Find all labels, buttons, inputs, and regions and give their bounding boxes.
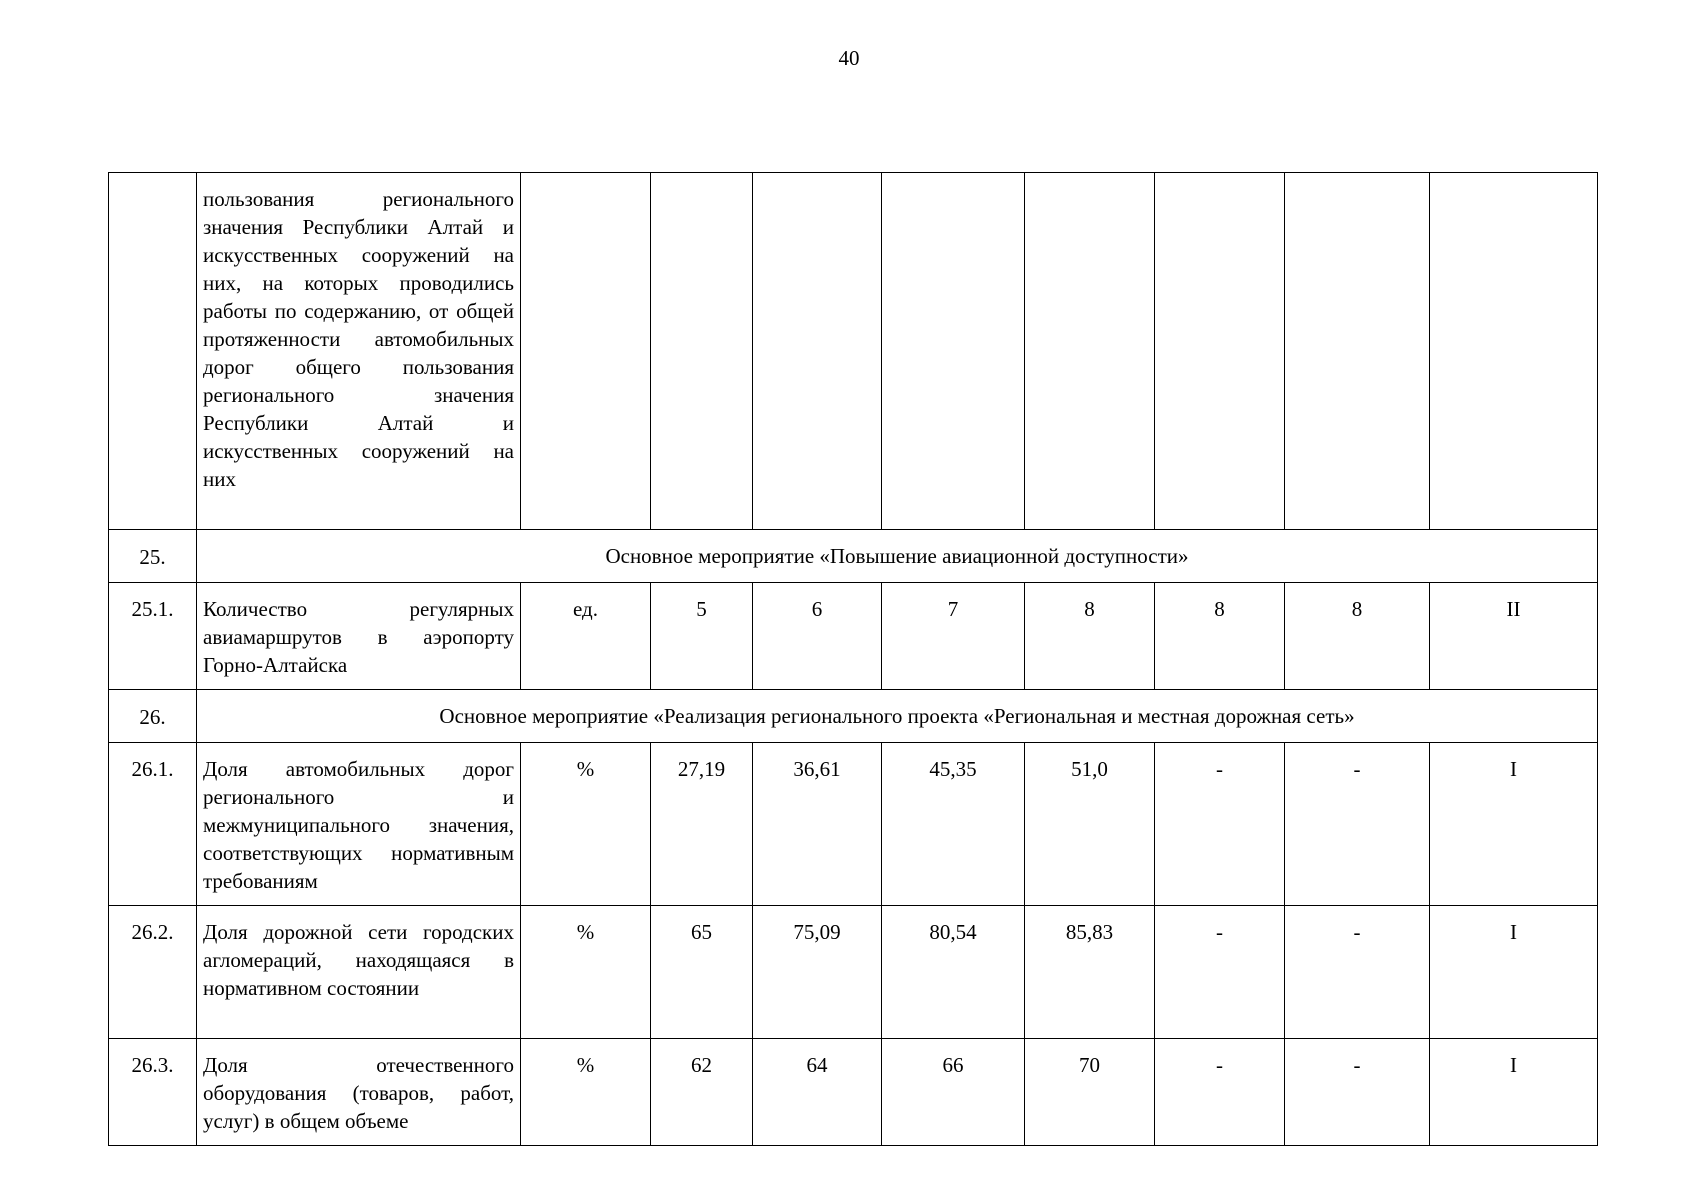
value-cell: - xyxy=(1155,743,1285,906)
value-cell: 7 xyxy=(882,583,1025,690)
value-cell: 62 xyxy=(651,1039,753,1146)
value-cell: 5 xyxy=(651,583,753,690)
unit-cell: % xyxy=(521,1039,651,1146)
value-cell: - xyxy=(1285,743,1430,906)
indicator-name: Количество регулярных авиамаршрутов в аэропорту Горно-Алтайска xyxy=(197,583,521,690)
unit-cell: % xyxy=(521,906,651,1039)
category-cell: I xyxy=(1430,906,1598,1039)
category-cell: II xyxy=(1430,583,1598,690)
indicators-table xyxy=(108,172,1598,1146)
row-number: 25.1. xyxy=(109,583,197,690)
value-cell: 45,35 xyxy=(882,743,1025,906)
value-cell: 36,61 xyxy=(753,743,882,906)
indicator-name: Доля дорожной сети городских агломераций, находящаяся в нормативном состоянии xyxy=(197,906,521,1039)
value-cell: 6 xyxy=(753,583,882,690)
value-cell: 75,09 xyxy=(753,906,882,1039)
table-row xyxy=(109,743,1598,906)
table-row xyxy=(109,583,1598,690)
value-cell: - xyxy=(1285,1039,1430,1146)
table-cell xyxy=(753,173,882,530)
row-number: 26.2. xyxy=(109,906,197,1039)
value-cell: 80,54 xyxy=(882,906,1025,1039)
table-cell xyxy=(1430,173,1598,530)
row-number: 26.3. xyxy=(109,1039,197,1146)
table-cell xyxy=(1155,173,1285,530)
row-number xyxy=(109,173,197,530)
section-row xyxy=(109,530,1598,583)
indicator-name: Доля отечественного оборудования (товаров, работ, услуг) в общем объеме xyxy=(197,1039,521,1146)
value-cell: 66 xyxy=(882,1039,1025,1146)
table-cell xyxy=(1285,173,1430,530)
value-cell: - xyxy=(1155,1039,1285,1146)
value-cell: - xyxy=(1285,906,1430,1039)
indicator-name: Доля автомобильных дорог регионального и межмуниципального значения, соответствующих нормативным требованиям xyxy=(197,743,521,906)
section-row xyxy=(109,690,1598,743)
category-cell: I xyxy=(1430,743,1598,906)
value-cell: 8 xyxy=(1025,583,1155,690)
section-number: 25. xyxy=(109,530,197,583)
section-number: 26. xyxy=(109,690,197,743)
value-cell: 51,0 xyxy=(1025,743,1155,906)
table-cell xyxy=(651,173,753,530)
value-cell: 8 xyxy=(1155,583,1285,690)
section-title: Основное мероприятие «Повышение авиационной доступности» xyxy=(197,530,1598,583)
table-cell xyxy=(1025,173,1155,530)
table-row xyxy=(109,1039,1598,1146)
row-number: 26.1. xyxy=(109,743,197,906)
value-cell: - xyxy=(1155,906,1285,1039)
value-cell: 65 xyxy=(651,906,753,1039)
category-cell: I xyxy=(1430,1039,1598,1146)
value-cell: 8 xyxy=(1285,583,1430,690)
value-cell: 85,83 xyxy=(1025,906,1155,1039)
table-row xyxy=(109,173,1598,530)
value-cell: 70 xyxy=(1025,1039,1155,1146)
unit-cell: ед. xyxy=(521,583,651,690)
table-cell xyxy=(521,173,651,530)
section-title: Основное мероприятие «Реализация регионального проекта «Региональная и местная дорожная сеть» xyxy=(197,690,1598,743)
indicator-name: пользования регионального значения Республики Алтай и искусственных сооружений на них, на которых проводились работы по содержанию, от общей протяженности автомобильных дорог общего пользования регионального значения Республики Алтай и искусственных сооружений на них xyxy=(197,173,521,530)
table-cell xyxy=(882,173,1025,530)
value-cell: 64 xyxy=(753,1039,882,1146)
unit-cell: % xyxy=(521,743,651,906)
value-cell: 27,19 xyxy=(651,743,753,906)
page-number: 40 xyxy=(838,46,860,70)
table-row xyxy=(109,906,1598,1039)
